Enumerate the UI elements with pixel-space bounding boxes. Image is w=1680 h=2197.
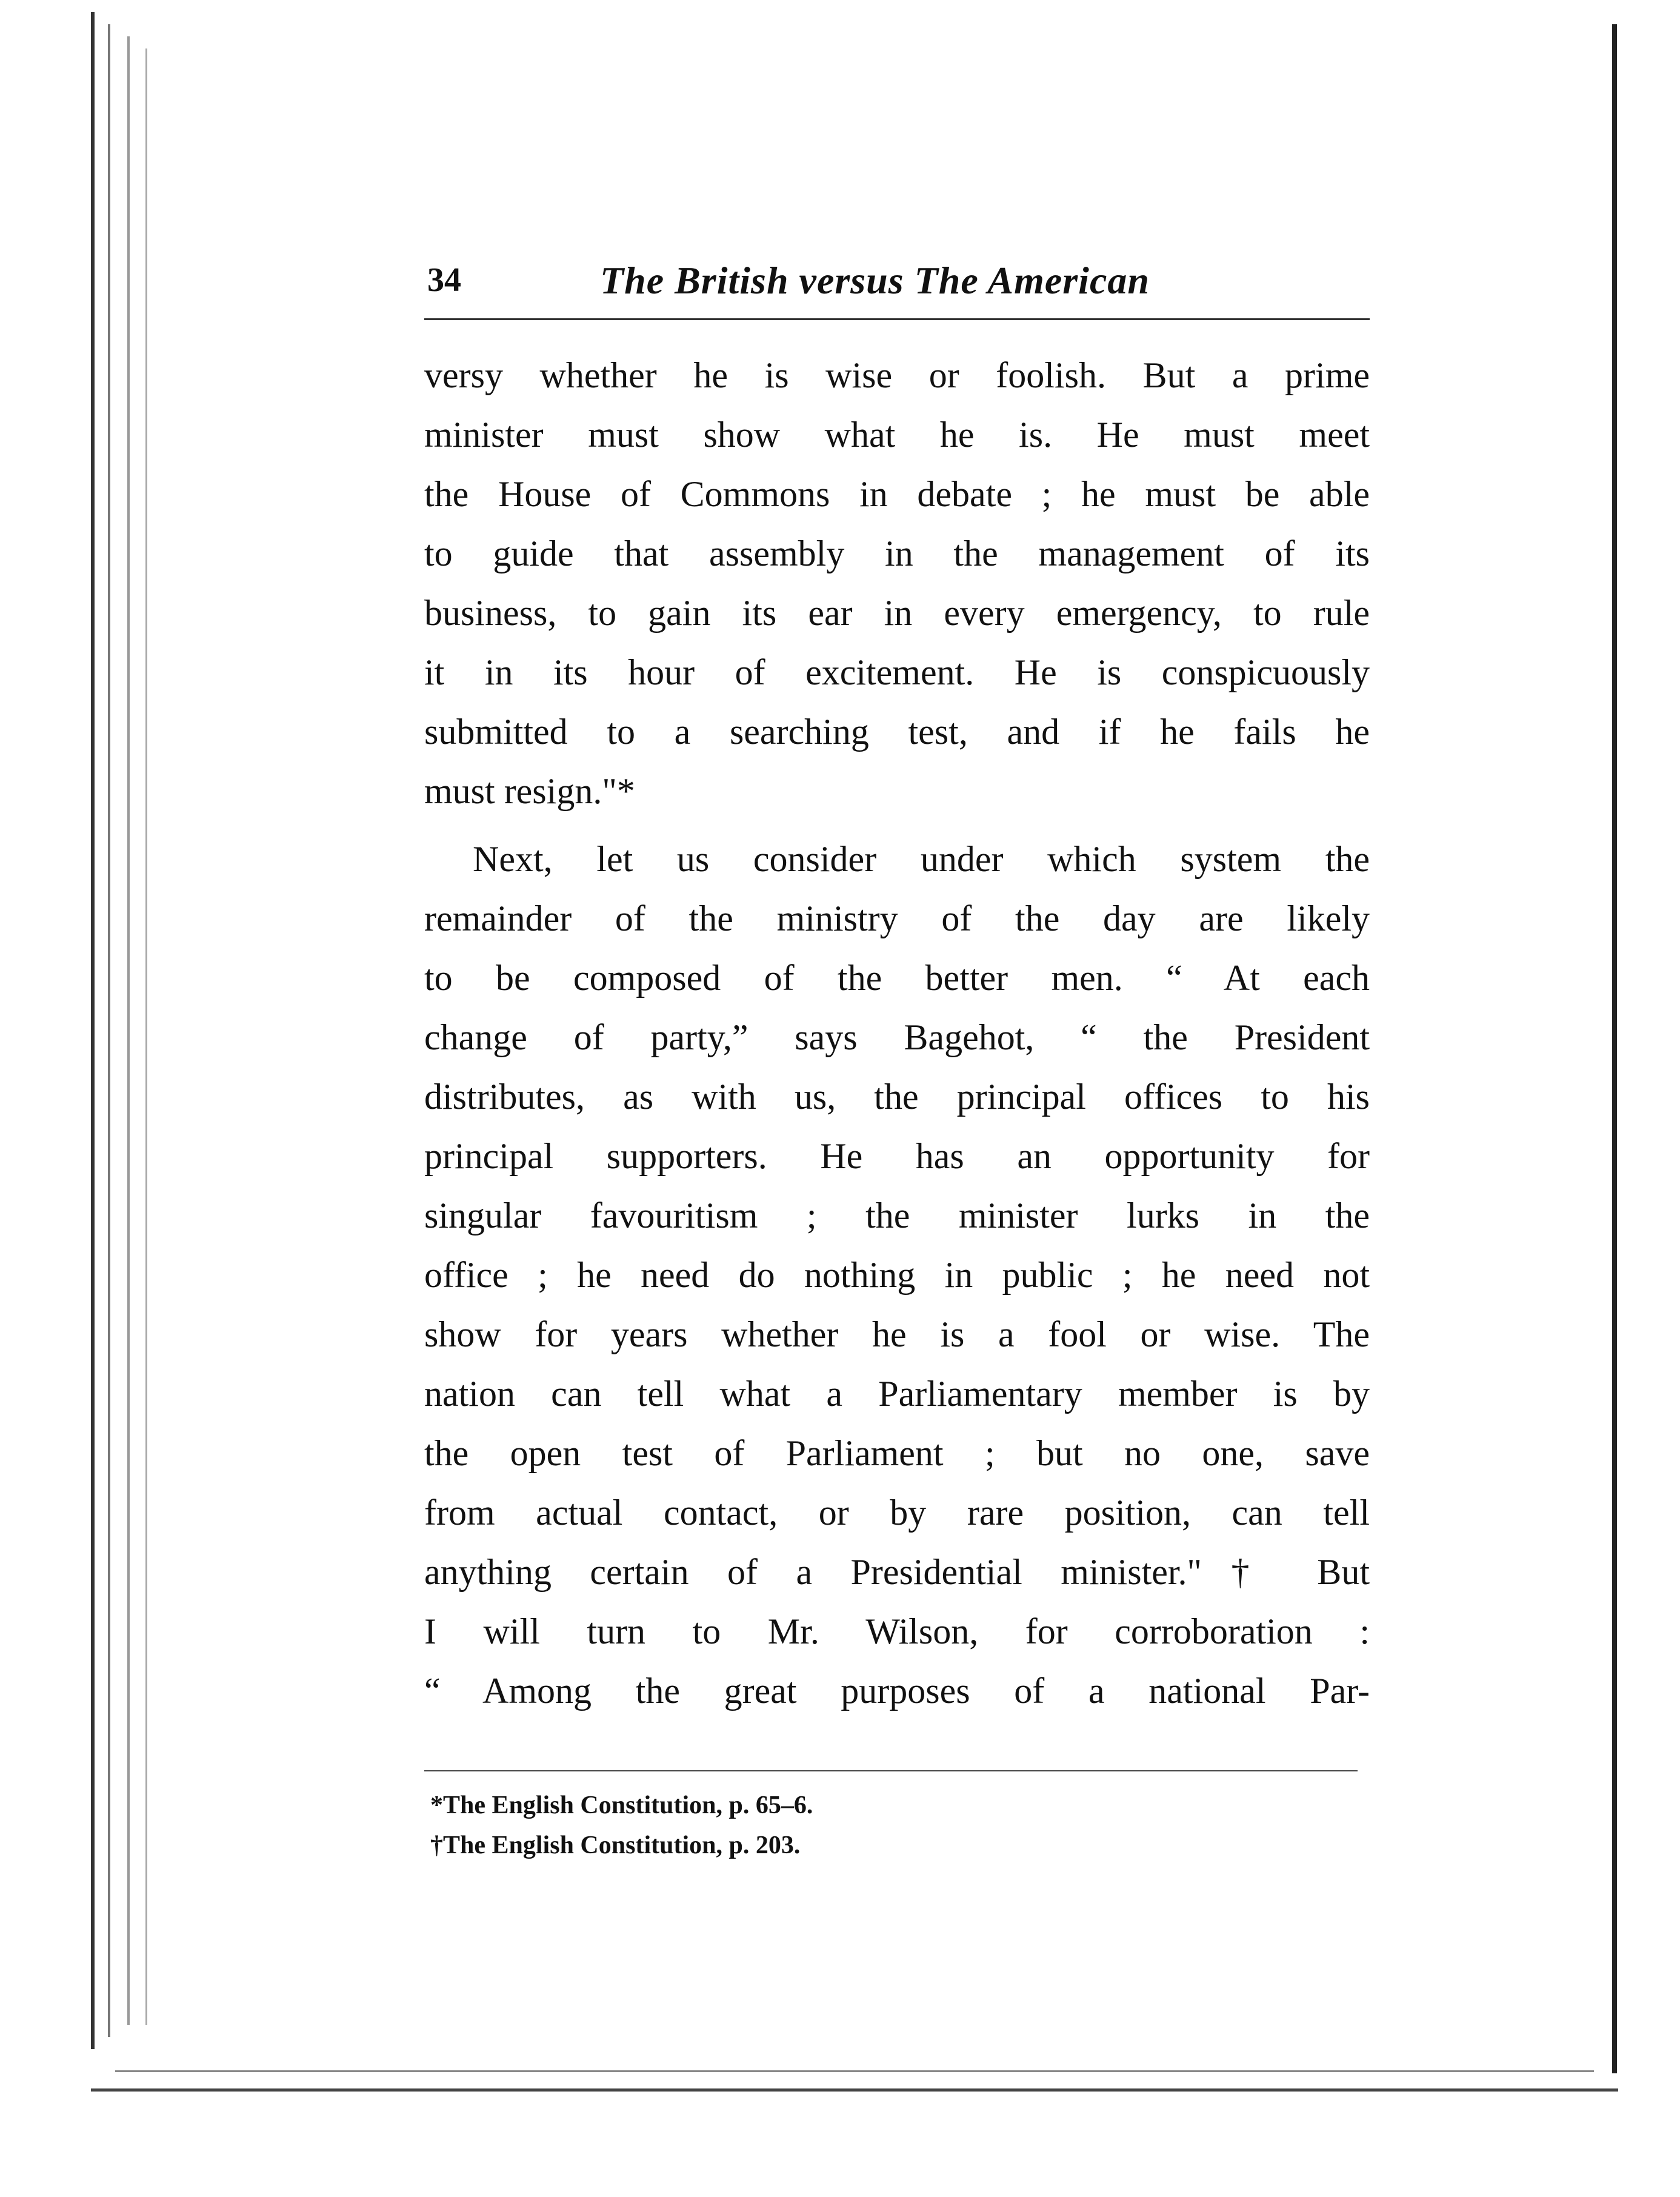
text-line: singular favouritism ; the minister lurks in the — [424, 1195, 1370, 1236]
text-line: the House of Commons in debate ; he must be able — [424, 474, 1370, 514]
running-head: The British versus The American — [600, 259, 1150, 302]
text-line: principal supporters. He has an opportunity for — [424, 1136, 1370, 1176]
binding-edge — [91, 12, 95, 2049]
footnotes — [430, 1785, 1364, 1865]
page-number: 34 — [427, 261, 461, 299]
text-line: versy whether he is wise or foolish. But a prime — [424, 355, 1370, 395]
binding-edge — [108, 24, 110, 2037]
text-line: to guide that assembly in the management of its — [424, 533, 1370, 573]
text-line: change of party,” says Bagehot, “ the President — [424, 1017, 1370, 1057]
text-line: “ Among the great purposes of a national Par- — [424, 1671, 1370, 1711]
text-line: show for years whether he is a fool or wise. The — [424, 1314, 1370, 1354]
text-line: submitted to a searching test, and if he fails he — [424, 712, 1370, 752]
text-line: to be composed of the better men. “ At each — [424, 958, 1370, 998]
text-line: I will turn to Mr. Wilson, for corroboration : — [424, 1611, 1370, 1651]
header-rule — [424, 318, 1370, 320]
binding-edge — [145, 48, 147, 2025]
text-line: the open test of Parliament ; but no one, save — [424, 1433, 1370, 1473]
footnote: †The English Constitution, p. 203. — [430, 1831, 801, 1859]
footnote-rule — [424, 1770, 1358, 1771]
text-line: nation can tell what a Parliamentary member is by — [424, 1374, 1370, 1414]
text-line: business, to gain its ear in every emergency, to rule — [424, 593, 1370, 633]
page-header — [412, 230, 1370, 327]
page-bottom-edge — [115, 2070, 1594, 2072]
text-line: office ; he need do nothing in public ; he need not — [424, 1255, 1370, 1295]
text-line: it in its hour of excitement. He is conspicuously — [424, 652, 1370, 692]
footnote: *The English Constitution, p. 65–6. — [430, 1791, 813, 1819]
text-line: distributes, as with us, the principal offices to his — [424, 1077, 1370, 1117]
body-text — [424, 346, 1370, 1720]
text-line: remainder of the ministry of the day are likely — [424, 898, 1370, 938]
text-line: Next, let us consider under which system the — [473, 839, 1370, 879]
page-bottom-edge — [91, 2088, 1618, 2092]
book-page — [412, 230, 1370, 1859]
page-right-edge — [1612, 24, 1617, 2073]
text-line: minister must show what he is. He must meet — [424, 415, 1370, 455]
text-line: must resign."* — [424, 771, 635, 811]
text-line: from actual contact, or by rare position, can tell — [424, 1493, 1370, 1533]
binding-edge — [127, 36, 130, 2025]
text-line: anything certain of a Presidential minister."† But — [424, 1552, 1370, 1592]
